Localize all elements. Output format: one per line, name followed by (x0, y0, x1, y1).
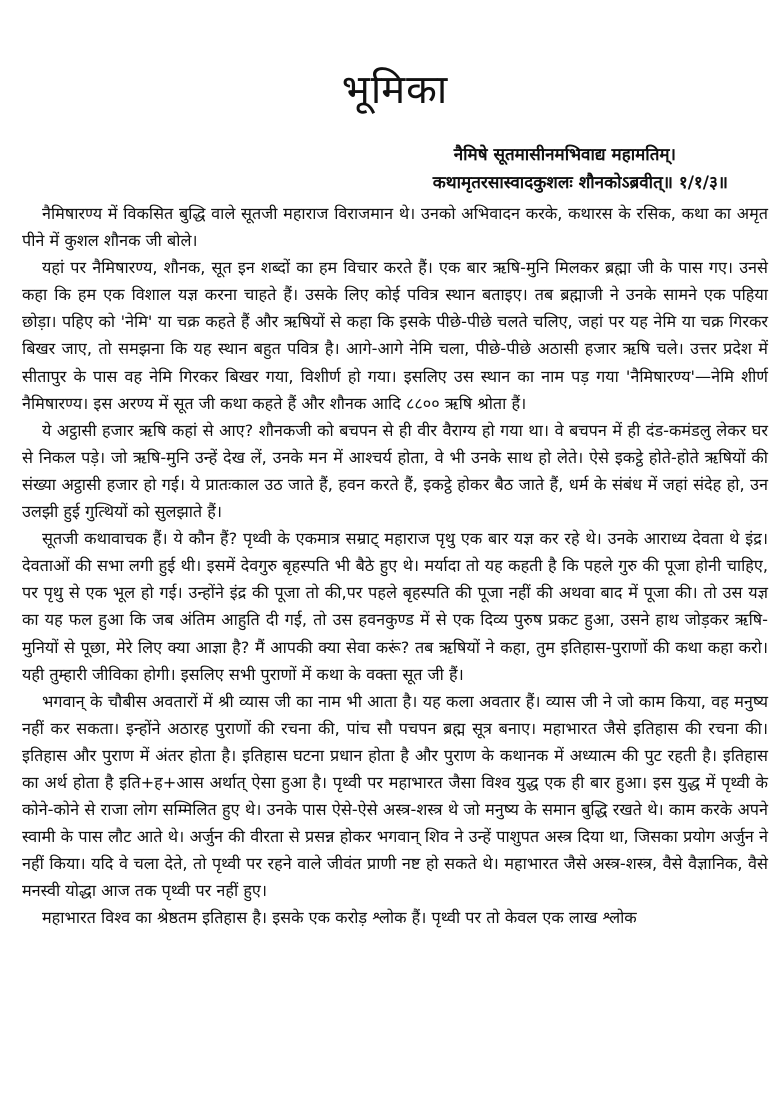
body-text (22, 200, 768, 932)
page-title: भूमिका (341, 67, 449, 113)
paragraph: सूतजी कथावाचक हैं। ये कौन हैं? पृथ्वी के एकमात्र सम्राट् महाराज पृथु एक बार यज्ञ कर रहे थे। उनके आराध्य देवता थे इंद्र। देवताओं की सभा लगी हुई थी। इसमें देवगुरु बृहस्पति भी बैठे हुए थे। मर्यादा तो यह कहती है कि पहले गुरु की पूजा होनी चाहिए, पर पृथु से एक भूल हो गई। उन्होंने इंद्र की पूजा तो की,पर पहले बृहस्पति की पूजा नहीं की अथवा बाद में पूजा की। तो उस यज्ञ का यह फल हुआ कि जब अंतिम आहुति दी गई, तो उस हवनकुण्ड में से एक दिव्य पुरुष प्रकट हुआ, उसने हाथ जोड़कर ऋषि-मुनियों से पूछा, मेरे लिए क्या आज्ञा है? मैं आपकी क्या सेवा करूं? तब ऋषियों ने कहा, तुम इतिहास-पुराणों की कथा कहा करो। यही तुम्हारी जीविका होगी। इसलिए सभी पुराणों में कथा के वक्ता सूत जी हैं। (22, 529, 768, 684)
paragraph: भगवान् के चौबीस अवतारों में श्री व्यास जी का नाम भी आता है। यह कला अवतार हैं। व्यास जी ने जो काम किया, वह मनुष्य नहीं कर सकता। इन्होंने अठारह पुराणों की रचना की, पांच सौ पचपन ब्रह्म सूत्र बनाए। महाभारत जैसे इतिहास की रचना की। इतिहास और पुराण में अंतर होता है। इतिहास घटना प्रधान होता है और पुराण के कथानक में अध्यात्म की पुट रहती है। इतिहास का अर्थ होता है इति+ह+आस अर्थात् ऐसा हुआ है। पृथ्वी पर महाभारत जैसा विश्व युद्ध एक ही बार हुआ। इस युद्ध में पृथ्वी के कोने-कोने से राजा लोग सम्मिलित हुए थे। उनके पास ऐसे-ऐसे अस्त्र-शस्त्र थे जो मनुष्य के समान बुद्धि रखते थे। काम करके अपने स्वामी के पास लौट आते थे। अर्जुन की वीरता से प्रसन्न होकर भगवान् शिव ने उन्हें पाशुपत अस्त्र दिया था, जिसका प्रयोग अर्जुन ने नहीं किया। यदि वे चला देते, तो पृथ्वी पर रहने वाले जीवंत प्राणी नष्ट हो सकते थे। महाभारत जैसे अस्त्र-शस्त्र, वैसे वैज्ञानिक, वैसे मनस्वी योद्धा आज तक पृथ्वी पर नहीं हुए। (22, 691, 768, 901)
verse-line-2: कथामृतरसास्वादकुशलः शौनकोऽब्रवीत्॥ १/१/३॥ (432, 173, 728, 193)
paragraph: ये अट्ठासी हजार ऋषि कहां से आए? शौनकजी को बचपन से ही वीर वैराग्य हो गया था। वे बचपन में ही दंड-कमंडलु लेकर घर से निकल पड़े। जो ऋषि-मुनि उन्हें देख लें, उनके मन में आश्चर्य होता, वे भी उनके साथ हो लेते। ऐसे इकट्ठे होते-होते ऋषियों की संख्या अट्ठासी हजार हो गई। ये प्रातःकाल उठ जाते हैं, हवन करते हैं, इकट्ठे होकर बैठ जाते हैं, धर्म के संबंध में जहां संदेह हो, उन उलझी हुई गुत्थियों को सुलझाते हैं। (22, 420, 768, 522)
book-page (22, 0, 768, 1108)
paragraph: नैमिषारण्य में विकसित बुद्धि वाले सूतजी महाराज विराजमान थे। उनको अभिवादन करके, कथारस के रसिक, कथा का अमृत पीने में कुशल शौनक जी बोले। (22, 204, 768, 251)
paragraph: यहां पर नैमिषारण्य, शौनक, सूत इन शब्दों का हम विचार करते हैं। एक बार ऋषि-मुनि मिलकर ब्रह्मा जी के पास गए। उनसे कहा कि हम एक विशाल यज्ञ करना चाहते हैं। उसके लिए कोई पवित्र स्थान बताइए। तब ब्रह्माजी ने उनके सामने एक पहिया छोड़ा। पहिए को 'नेमि' या चक्र कहते हैं और ऋषियों से कहा कि इसके पीछे-पीछे चलते चलिए, जहां पर यह नेमि या चक्र गिरकर बिखर जाए, तो समझना कि यह स्थान बहुत पवित्र है। आगे-आगे नेमि चला, पीछे-पीछे अठासी हजार ऋषि चले। उत्तर प्रदेश में सीतापुर के पास वह नेमि गिरकर बिखर गया, विशीर्ण हो गया। इसलिए उस स्थान का नाम पड़ गया 'नैमिषारण्य'—नेमि शीर्ण नैमिषारण्य। इस अरण्य में सूत जी कथा कहते हैं और शौनक आदि ८८०० ऋषि श्रोता हैं। (22, 258, 768, 413)
verse-line-1: नैमिषे सूतमासीनमभिवाद्य महामतिम्। (453, 145, 676, 165)
paragraph: महाभारत विश्व का श्रेष्ठतम इतिहास है। इसके एक करोड़ श्लोक हैं। पृथ्वी पर तो केवल एक लाख श्लोक (42, 908, 637, 928)
